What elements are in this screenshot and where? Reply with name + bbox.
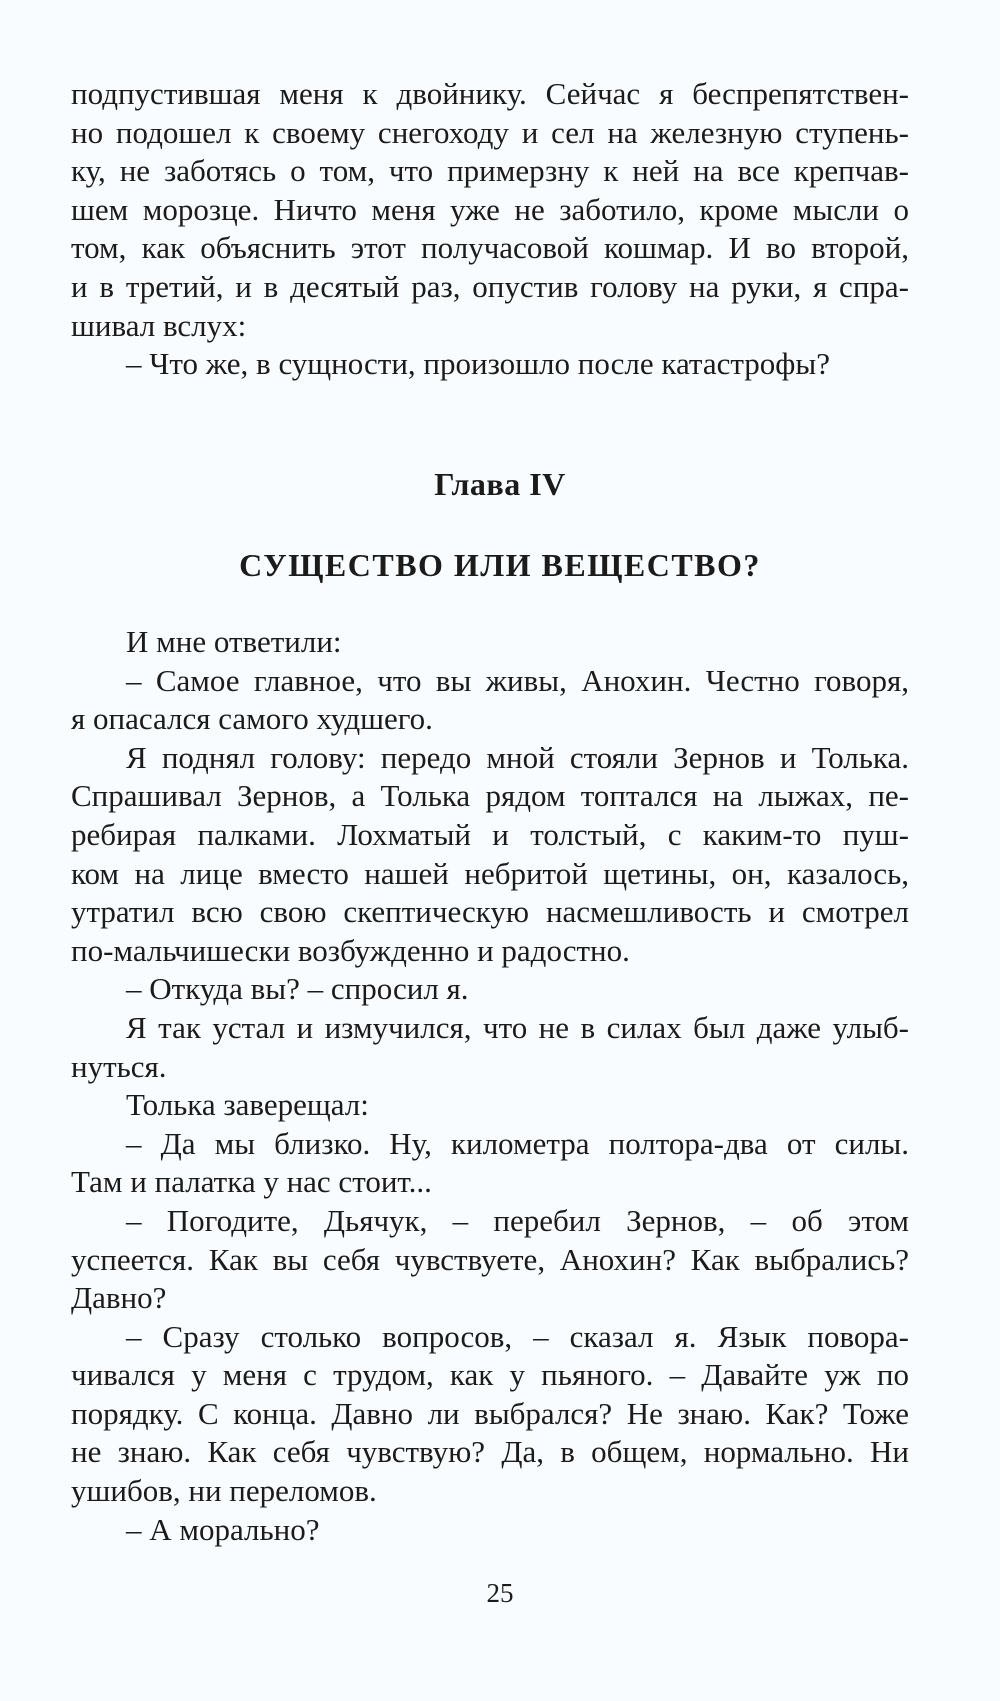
text-line: успеется. Как вы себя чувствуете, Анохин? Как выбрались? [71, 1241, 909, 1277]
text-line: нуться. [71, 1048, 167, 1084]
top-paragraphs [71, 75, 909, 384]
text-line: не знаю. Как себя чувствую? Да, в общем, нормально. Ни [71, 1434, 909, 1470]
text-line: – Погодите, Дьячук, – перебил Зернов, – об этом [126, 1202, 909, 1238]
text-line: по-мальчишески возбужденно и радостно. [71, 932, 630, 968]
text-line: – Что же, в сущности, произошло после катастрофы? [126, 346, 830, 382]
text-line: но подошел к своему снегоходу и сел на железную ступень- [71, 114, 909, 150]
text-line: порядку. С конца. Давно ли выбрался? Не знаю. Как? Тоже [71, 1395, 909, 1431]
text-line: шивал вслух: [71, 307, 247, 343]
text-line: чивался у меня с трудом, как у пьяного. – Давайте уж по [71, 1357, 909, 1393]
text-line: – Откуда вы? – спросил я. [126, 971, 469, 1007]
text-line: шем морозце. Ничто меня уже не заботило, кроме мысли о [71, 191, 909, 227]
text-line: Давно? [71, 1280, 167, 1316]
text-line: ушибов, ни переломов. [71, 1473, 377, 1509]
text-line: ку, не заботясь о том, что примерзну к ней на все крепчав- [71, 153, 909, 189]
text-line: подпустившая меня к двойнику. Сейчас я беспрепятствен- [71, 76, 909, 111]
text-line: том, как объяснить этот получасовой кошмар. И во второй, [71, 230, 909, 266]
text-line: Спрашивал Зернов, а Толька рядом топтался на лыжах, пе- [71, 778, 909, 814]
text-line: – А морально? [126, 1511, 320, 1547]
text-line: ком на лице вместо нашей небритой щетины, он, казалось, [71, 855, 909, 891]
text-line: ребирая палками. Лохматый и толстый, с каким-то пуш- [71, 816, 909, 852]
text-line: Я поднял голову: передо мной стояли Зернов и Толька. [126, 739, 909, 775]
text-line: Толька заверещал: [126, 1087, 369, 1123]
text-line: утратил всю свою скептическую насмешливость и смотрел [71, 894, 909, 930]
text-line: – Сразу столько вопросов, – сказал я. Язык повора- [126, 1318, 909, 1354]
text-line: – Самое главное, что вы живы, Анохин. Честно говоря, [126, 662, 909, 698]
text-line: И мне ответили: [126, 624, 342, 659]
page-number: 25 [486, 1578, 514, 1608]
text-line: я опасался самого худшего. [71, 701, 433, 737]
text-line: и в третий, и в десятый раз, опустив голову на руки, я спра- [71, 268, 909, 304]
main-paragraphs [71, 623, 909, 1549]
chapter-label: Глава IV [434, 466, 566, 502]
text-line: Там и палатка у нас стоит... [71, 1164, 432, 1200]
text-line: Я так устал и измучился, что не в силах был даже улыб- [126, 1009, 909, 1045]
chapter-title: СУЩЕСТВО ИЛИ ВЕЩЕСТВО? [239, 547, 761, 583]
text-line: – Да мы близко. Ну, километра полтора-два от силы. [126, 1125, 909, 1161]
